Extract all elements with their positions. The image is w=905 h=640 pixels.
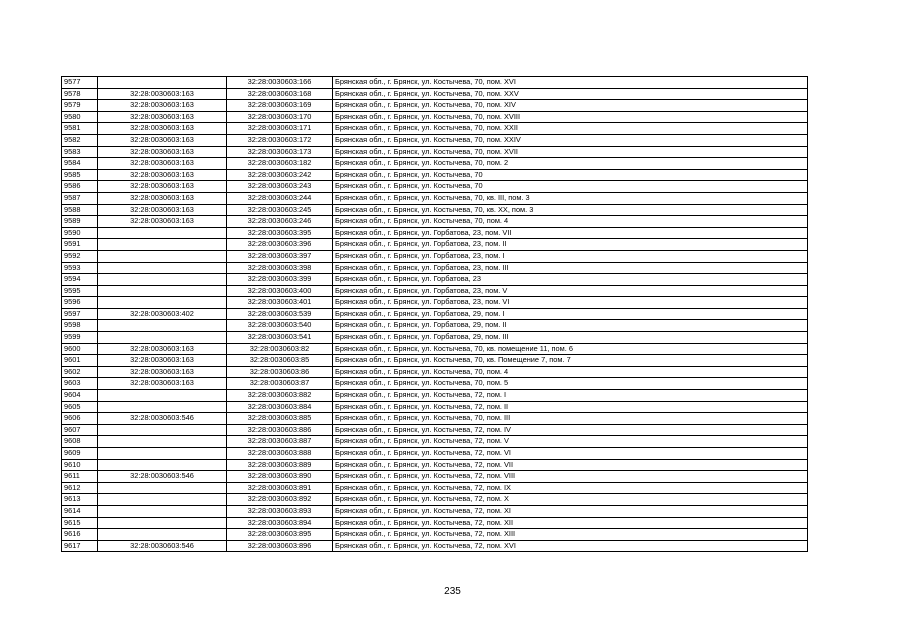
address-cell: Брянская обл., г. Брянск, ул. Костычева, 72, пом. VIII	[333, 471, 808, 483]
parent-cadastral-number-cell: 32:28:0030603:163	[98, 204, 227, 216]
address-cell: Брянская обл., г. Брянск, ул. Костычева, 72, пом. XIII	[333, 529, 808, 541]
parent-cadastral-number-cell	[98, 77, 227, 89]
cadastral-number-cell: 32:28:0030603:892	[227, 494, 333, 506]
parent-cadastral-number-cell	[98, 459, 227, 471]
cadastral-number-cell: 32:28:0030603:242	[227, 169, 333, 181]
address-cell: Брянская обл., г. Брянск, ул. Горбатова, 29, пом. III	[333, 332, 808, 344]
parent-cadastral-number-cell: 32:28:0030603:163	[98, 216, 227, 228]
table-row	[62, 355, 808, 367]
table-row	[62, 297, 808, 309]
parent-cadastral-number-cell	[98, 297, 227, 309]
address-cell: Брянская обл., г. Брянск, ул. Горбатова, 23	[333, 274, 808, 286]
address-cell: Брянская обл., г. Брянск, ул. Костычева, 70, пом. XXII	[333, 123, 808, 135]
table-row	[62, 274, 808, 286]
row-number-cell: 9606	[62, 413, 98, 425]
parent-cadastral-number-cell: 32:28:0030603:163	[98, 123, 227, 135]
parent-cadastral-number-cell	[98, 227, 227, 239]
address-cell: Брянская обл., г. Брянск, ул. Костычева, 70, пом. III	[333, 413, 808, 425]
table-row	[62, 262, 808, 274]
row-number-cell: 9605	[62, 401, 98, 413]
cadastral-number-cell: 32:28:0030603:85	[227, 355, 333, 367]
cadastral-number-cell: 32:28:0030603:171	[227, 123, 333, 135]
parent-cadastral-number-cell	[98, 285, 227, 297]
parent-cadastral-number-cell: 32:28:0030603:546	[98, 471, 227, 483]
row-number-cell: 9578	[62, 88, 98, 100]
parent-cadastral-number-cell	[98, 448, 227, 460]
table-row	[62, 250, 808, 262]
address-cell: Брянская обл., г. Брянск, ул. Костычева, 70, кв. III, пом. 3	[333, 192, 808, 204]
parent-cadastral-number-cell: 32:28:0030603:402	[98, 308, 227, 320]
cadastral-number-cell: 32:28:0030603:399	[227, 274, 333, 286]
address-cell: Брянская обл., г. Брянск, ул. Костычева, 72, пом. XI	[333, 505, 808, 517]
cadastral-number-cell: 32:28:0030603:172	[227, 134, 333, 146]
table-row	[62, 204, 808, 216]
cadastral-number-cell: 32:28:0030603:173	[227, 146, 333, 158]
parent-cadastral-number-cell: 32:28:0030603:163	[98, 343, 227, 355]
table-row	[62, 192, 808, 204]
cadastral-number-cell: 32:28:0030603:396	[227, 239, 333, 251]
parent-cadastral-number-cell	[98, 482, 227, 494]
row-number-cell: 9590	[62, 227, 98, 239]
row-number-cell: 9588	[62, 204, 98, 216]
cadastral-number-cell: 32:28:0030603:541	[227, 332, 333, 344]
table-row	[62, 424, 808, 436]
table-row	[62, 216, 808, 228]
table-row	[62, 158, 808, 170]
parent-cadastral-number-cell: 32:28:0030603:163	[98, 111, 227, 123]
row-number-cell: 9593	[62, 262, 98, 274]
address-cell: Брянская обл., г. Брянск, ул. Костычева, 72, пом. II	[333, 401, 808, 413]
cadastral-number-cell: 32:28:0030603:170	[227, 111, 333, 123]
row-number-cell: 9614	[62, 505, 98, 517]
cadastral-number-cell: 32:28:0030603:400	[227, 285, 333, 297]
parent-cadastral-number-cell	[98, 250, 227, 262]
cadastral-number-cell: 32:28:0030603:82	[227, 343, 333, 355]
cadastral-number-cell: 32:28:0030603:890	[227, 471, 333, 483]
address-cell: Брянская обл., г. Брянск, ул. Костычева, 72, пом. IX	[333, 482, 808, 494]
cadastral-number-cell: 32:28:0030603:166	[227, 77, 333, 89]
parent-cadastral-number-cell	[98, 529, 227, 541]
address-cell: Брянская обл., г. Брянск, ул. Костычева, 70, кв. помещение 11, пом. 6	[333, 343, 808, 355]
row-number-cell: 9600	[62, 343, 98, 355]
row-number-cell: 9587	[62, 192, 98, 204]
cadastral-number-cell: 32:28:0030603:395	[227, 227, 333, 239]
table-row	[62, 146, 808, 158]
page-number: 235	[444, 586, 461, 597]
cadastral-number-cell: 32:28:0030603:888	[227, 448, 333, 460]
row-number-cell: 9616	[62, 529, 98, 541]
address-cell: Брянская обл., г. Брянск, ул. Костычева, 70, пом. 4	[333, 216, 808, 228]
row-number-cell: 9604	[62, 390, 98, 402]
row-number-cell: 9598	[62, 320, 98, 332]
address-cell: Брянская обл., г. Брянск, ул. Костычева, 72, пом. X	[333, 494, 808, 506]
cadastral-number-cell: 32:28:0030603:246	[227, 216, 333, 228]
table-row	[62, 459, 808, 471]
address-cell: Брянская обл., г. Брянск, ул. Горбатова, 23, пом. VI	[333, 297, 808, 309]
row-number-cell: 9579	[62, 100, 98, 112]
address-cell: Брянская обл., г. Брянск, ул. Костычева, 72, пом. XII	[333, 517, 808, 529]
cadastral-number-cell: 32:28:0030603:169	[227, 100, 333, 112]
address-cell: Брянская обл., г. Брянск, ул. Костычева, 72, пом. I	[333, 390, 808, 402]
registry-table	[61, 76, 808, 552]
parent-cadastral-number-cell: 32:28:0030603:163	[98, 366, 227, 378]
row-number-cell: 9585	[62, 169, 98, 181]
address-cell: Брянская обл., г. Брянск, ул. Костычева, 70, пом. XVIII	[333, 111, 808, 123]
parent-cadastral-number-cell: 32:28:0030603:163	[98, 158, 227, 170]
address-cell: Брянская обл., г. Брянск, ул. Костычева, 70, пом. XXV	[333, 88, 808, 100]
table-row	[62, 494, 808, 506]
cadastral-number-cell: 32:28:0030603:895	[227, 529, 333, 541]
parent-cadastral-number-cell: 32:28:0030603:546	[98, 540, 227, 552]
address-cell: Брянская обл., г. Брянск, ул. Костычева, 72, пом. VI	[333, 448, 808, 460]
parent-cadastral-number-cell	[98, 505, 227, 517]
cadastral-number-cell: 32:28:0030603:244	[227, 192, 333, 204]
parent-cadastral-number-cell: 32:28:0030603:163	[98, 169, 227, 181]
table-row	[62, 413, 808, 425]
table-row	[62, 378, 808, 390]
table-row	[62, 529, 808, 541]
address-cell: Брянская обл., г. Брянск, ул. Костычева, 70, пом. XXIV	[333, 134, 808, 146]
row-number-cell: 9615	[62, 517, 98, 529]
cadastral-number-cell: 32:28:0030603:243	[227, 181, 333, 193]
address-cell: Брянская обл., г. Брянск, ул. Горбатова, 23, пом. II	[333, 239, 808, 251]
table-row	[62, 517, 808, 529]
row-number-cell: 9617	[62, 540, 98, 552]
address-cell: Брянская обл., г. Брянск, ул. Горбатова, 29, пом. I	[333, 308, 808, 320]
row-number-cell: 9612	[62, 482, 98, 494]
address-cell: Брянская обл., г. Брянск, ул. Костычева, 70, пом. XVII	[333, 146, 808, 158]
table-row	[62, 111, 808, 123]
row-number-cell: 9582	[62, 134, 98, 146]
address-cell: Брянская обл., г. Брянск, ул. Костычева, 70	[333, 181, 808, 193]
row-number-cell: 9596	[62, 297, 98, 309]
table-row	[62, 134, 808, 146]
row-number-cell: 9592	[62, 250, 98, 262]
parent-cadastral-number-cell	[98, 320, 227, 332]
address-cell: Брянская обл., г. Брянск, ул. Горбатова, 23, пом. I	[333, 250, 808, 262]
cadastral-number-cell: 32:28:0030603:886	[227, 424, 333, 436]
parent-cadastral-number-cell: 32:28:0030603:163	[98, 192, 227, 204]
row-number-cell: 9581	[62, 123, 98, 135]
address-cell: Брянская обл., г. Брянск, ул. Горбатова, 29, пом. II	[333, 320, 808, 332]
row-number-cell: 9603	[62, 378, 98, 390]
cadastral-number-cell: 32:28:0030603:885	[227, 413, 333, 425]
address-cell: Брянская обл., г. Брянск, ул. Костычева, 72, пом. V	[333, 436, 808, 448]
table-row	[62, 100, 808, 112]
cadastral-number-cell: 32:28:0030603:882	[227, 390, 333, 402]
parent-cadastral-number-cell	[98, 494, 227, 506]
parent-cadastral-number-cell	[98, 436, 227, 448]
parent-cadastral-number-cell: 32:28:0030603:163	[98, 134, 227, 146]
cadastral-number-cell: 32:28:0030603:401	[227, 297, 333, 309]
table-row	[62, 320, 808, 332]
address-cell: Брянская обл., г. Брянск, ул. Костычева, 72, пом. VII	[333, 459, 808, 471]
address-cell: Брянская обл., г. Брянск, ул. Костычева, 72, пом. XVI	[333, 540, 808, 552]
table-row	[62, 227, 808, 239]
parent-cadastral-number-cell	[98, 262, 227, 274]
table-row	[62, 285, 808, 297]
table-row	[62, 181, 808, 193]
parent-cadastral-number-cell: 32:28:0030603:163	[98, 146, 227, 158]
cadastral-number-cell: 32:28:0030603:182	[227, 158, 333, 170]
cadastral-number-cell: 32:28:0030603:86	[227, 366, 333, 378]
parent-cadastral-number-cell	[98, 424, 227, 436]
address-cell: Брянская обл., г. Брянск, ул. Костычева, 70, кв. Помещение 7, пом. 7	[333, 355, 808, 367]
row-number-cell: 9607	[62, 424, 98, 436]
row-number-cell: 9586	[62, 181, 98, 193]
table-row	[62, 77, 808, 89]
address-cell: Брянская обл., г. Брянск, ул. Горбатова, 23, пом. V	[333, 285, 808, 297]
cadastral-number-cell: 32:28:0030603:245	[227, 204, 333, 216]
cadastral-number-cell: 32:28:0030603:884	[227, 401, 333, 413]
table-row	[62, 471, 808, 483]
address-cell: Брянская обл., г. Брянск, ул. Костычева, 70	[333, 169, 808, 181]
row-number-cell: 9601	[62, 355, 98, 367]
row-number-cell: 9599	[62, 332, 98, 344]
cadastral-number-cell: 32:28:0030603:889	[227, 459, 333, 471]
table-row	[62, 123, 808, 135]
address-cell: Брянская обл., г. Брянск, ул. Горбатова, 23, пом. VII	[333, 227, 808, 239]
cadastral-number-cell: 32:28:0030603:896	[227, 540, 333, 552]
parent-cadastral-number-cell	[98, 332, 227, 344]
row-number-cell: 9602	[62, 366, 98, 378]
parent-cadastral-number-cell: 32:28:0030603:163	[98, 378, 227, 390]
row-number-cell: 9597	[62, 308, 98, 320]
parent-cadastral-number-cell	[98, 401, 227, 413]
row-number-cell: 9608	[62, 436, 98, 448]
row-number-cell: 9589	[62, 216, 98, 228]
table-row	[62, 332, 808, 344]
parent-cadastral-number-cell: 32:28:0030603:163	[98, 355, 227, 367]
table-row	[62, 88, 808, 100]
table-row	[62, 169, 808, 181]
row-number-cell: 9613	[62, 494, 98, 506]
address-cell: Брянская обл., г. Брянск, ул. Костычева, 70, пом. XIV	[333, 100, 808, 112]
cadastral-number-cell: 32:28:0030603:893	[227, 505, 333, 517]
table-row	[62, 448, 808, 460]
table-row	[62, 390, 808, 402]
address-cell: Брянская обл., г. Брянск, ул. Костычева, 70, пом. 5	[333, 378, 808, 390]
table-row	[62, 540, 808, 552]
parent-cadastral-number-cell: 32:28:0030603:546	[98, 413, 227, 425]
table-row	[62, 401, 808, 413]
cadastral-number-cell: 32:28:0030603:168	[227, 88, 333, 100]
cadastral-number-cell: 32:28:0030603:398	[227, 262, 333, 274]
cadastral-number-cell: 32:28:0030603:540	[227, 320, 333, 332]
cadastral-number-cell: 32:28:0030603:539	[227, 308, 333, 320]
cadastral-number-cell: 32:28:0030603:397	[227, 250, 333, 262]
address-cell: Брянская обл., г. Брянск, ул. Горбатова, 23, пом. III	[333, 262, 808, 274]
table-row	[62, 436, 808, 448]
registry-table-body	[62, 77, 808, 552]
parent-cadastral-number-cell: 32:28:0030603:163	[98, 100, 227, 112]
row-number-cell: 9580	[62, 111, 98, 123]
cadastral-number-cell: 32:28:0030603:894	[227, 517, 333, 529]
row-number-cell: 9584	[62, 158, 98, 170]
row-number-cell: 9594	[62, 274, 98, 286]
parent-cadastral-number-cell: 32:28:0030603:163	[98, 181, 227, 193]
table-row	[62, 366, 808, 378]
parent-cadastral-number-cell	[98, 239, 227, 251]
row-number-cell: 9610	[62, 459, 98, 471]
table-row	[62, 343, 808, 355]
address-cell: Брянская обл., г. Брянск, ул. Костычева, 70, кв. XX, пом. 3	[333, 204, 808, 216]
cadastral-number-cell: 32:28:0030603:887	[227, 436, 333, 448]
row-number-cell: 9609	[62, 448, 98, 460]
parent-cadastral-number-cell	[98, 274, 227, 286]
row-number-cell: 9611	[62, 471, 98, 483]
address-cell: Брянская обл., г. Брянск, ул. Костычева, 70, пом. 4	[333, 366, 808, 378]
table-row	[62, 239, 808, 251]
address-cell: Брянская обл., г. Брянск, ул. Костычева, 70, пом. XVI	[333, 77, 808, 89]
address-cell: Брянская обл., г. Брянск, ул. Костычева, 70, пом. 2	[333, 158, 808, 170]
address-cell: Брянская обл., г. Брянск, ул. Костычева, 72, пом. IV	[333, 424, 808, 436]
cadastral-number-cell: 32:28:0030603:891	[227, 482, 333, 494]
parent-cadastral-number-cell: 32:28:0030603:163	[98, 88, 227, 100]
row-number-cell: 9583	[62, 146, 98, 158]
row-number-cell: 9577	[62, 77, 98, 89]
table-row	[62, 482, 808, 494]
table-row	[62, 308, 808, 320]
row-number-cell: 9595	[62, 285, 98, 297]
cadastral-number-cell: 32:28:0030603:87	[227, 378, 333, 390]
row-number-cell: 9591	[62, 239, 98, 251]
parent-cadastral-number-cell	[98, 517, 227, 529]
table-row	[62, 505, 808, 517]
parent-cadastral-number-cell	[98, 390, 227, 402]
